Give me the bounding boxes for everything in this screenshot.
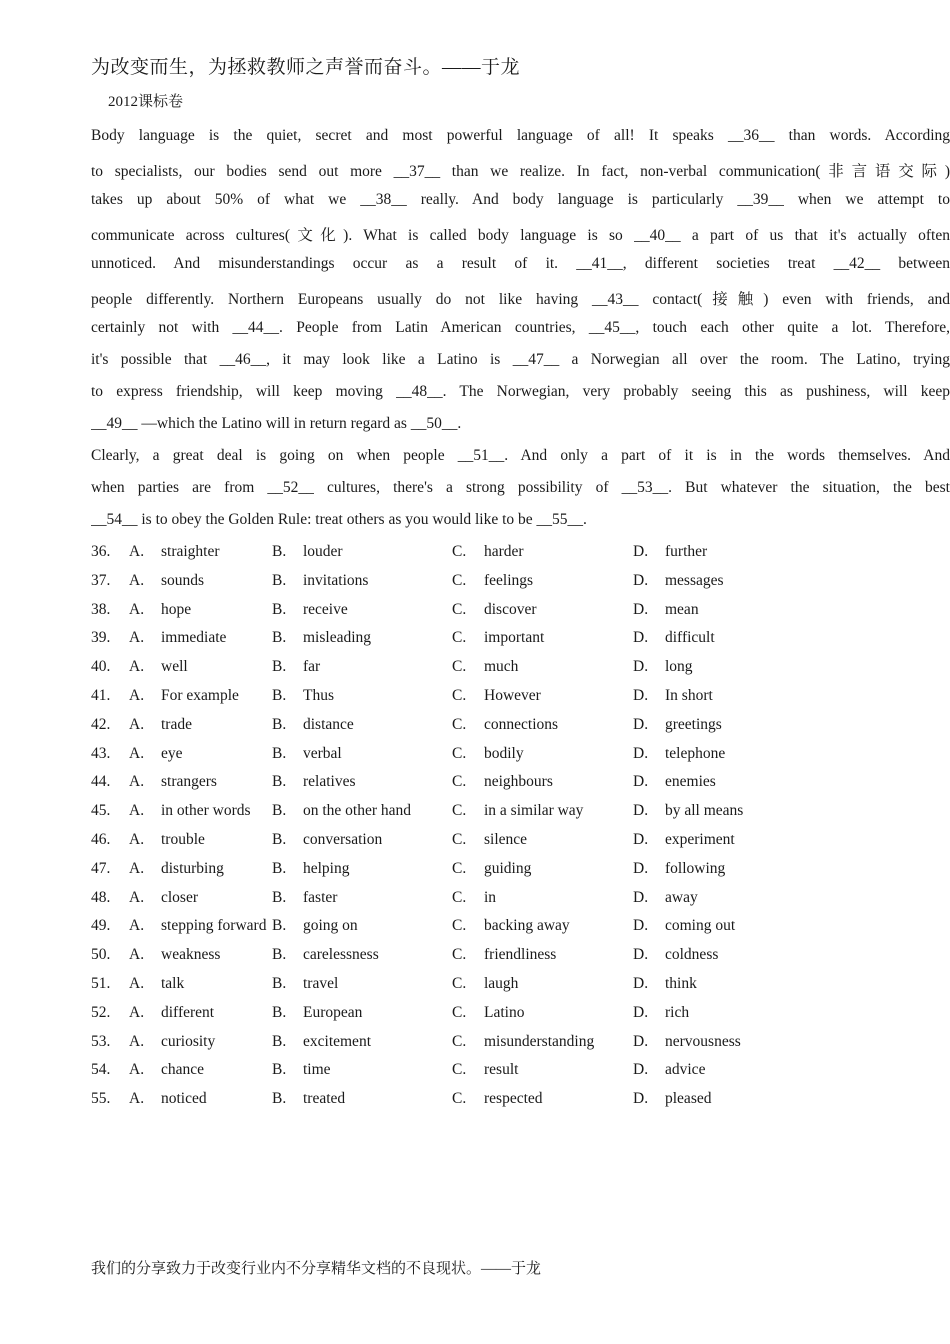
- option-d: experiment: [665, 831, 735, 848]
- option-letter-b: B.: [272, 543, 287, 560]
- option-c: result: [484, 1061, 519, 1079]
- option-d: following: [665, 859, 726, 877]
- option-letter-d: D.: [633, 571, 649, 589]
- option-letter-a: A.: [129, 773, 145, 791]
- option-a: immediate: [161, 629, 227, 647]
- option-row: [91, 802, 831, 830]
- question-number: 37.: [91, 571, 111, 589]
- option-letter-c: C.: [452, 1061, 467, 1079]
- option-letter-b: B.: [272, 1003, 287, 1021]
- option-a: trouble: [161, 831, 205, 848]
- option-d: enemies: [665, 773, 716, 791]
- option-d: greetings: [665, 715, 722, 733]
- option-letter-a: A.: [129, 1003, 145, 1021]
- option-letter-b: B.: [272, 1061, 287, 1079]
- option-row: [91, 572, 831, 600]
- option-a: in other words: [161, 802, 251, 820]
- question-number: 47.: [91, 859, 111, 877]
- page-footer: 我们的分享致力于改变行业内不分享精华文档的不良现状。——于龙: [91, 1261, 542, 1277]
- option-letter-d: D.: [633, 888, 649, 906]
- option-c: harder: [484, 543, 524, 560]
- option-letter-a: A.: [129, 975, 145, 992]
- option-d: coming out: [665, 917, 736, 935]
- option-letter-a: A.: [129, 1090, 145, 1108]
- question-number: 52.: [91, 1003, 111, 1021]
- option-a: weakness: [161, 946, 221, 964]
- option-letter-b: B.: [272, 859, 287, 877]
- option-row: [91, 773, 831, 801]
- option-letter-b: B.: [272, 600, 287, 618]
- option-b: time: [303, 1061, 331, 1079]
- option-letter-c: C.: [452, 571, 467, 589]
- option-letter-b: B.: [272, 946, 287, 964]
- option-letter-c: C.: [452, 687, 467, 704]
- option-a: chance: [161, 1061, 205, 1079]
- option-letter-c: C.: [452, 744, 467, 762]
- option-c: misunderstanding: [484, 1032, 595, 1050]
- option-letter-a: A.: [129, 744, 145, 762]
- option-row: [91, 860, 831, 888]
- question-number: 54.: [91, 1061, 111, 1079]
- option-b: excitement: [303, 1032, 371, 1050]
- option-a: For example: [161, 687, 239, 704]
- option-c: backing away: [484, 917, 570, 935]
- option-c: important: [484, 629, 545, 647]
- option-letter-b: B.: [272, 1032, 287, 1050]
- option-d: by all means: [665, 802, 744, 820]
- option-row: [91, 1033, 831, 1061]
- option-b: conversation: [303, 831, 383, 848]
- option-letter-a: A.: [129, 859, 145, 877]
- option-a: strangers: [161, 773, 217, 791]
- option-letter-d: D.: [633, 1061, 649, 1079]
- page-header: 为改变而生，为拯救教师之声誉而奋斗。——于龙: [91, 57, 521, 78]
- option-row: [91, 629, 831, 657]
- option-letter-c: C.: [452, 859, 467, 877]
- option-row: [91, 745, 831, 773]
- option-row: [91, 917, 831, 945]
- option-letter-c: C.: [452, 1032, 467, 1050]
- option-row: [91, 831, 831, 859]
- option-c: connections: [484, 715, 559, 733]
- option-letter-d: D.: [633, 1003, 649, 1021]
- option-d: telephone: [665, 744, 726, 762]
- passage-line: it's possible that __46__, it may look like a Latino is __47__ a Norwegian all over the room. The Latino, trying: [91, 351, 950, 368]
- option-a: closer: [161, 888, 199, 906]
- passage-line: when parties are from __52__ cultures, there's a strong possibility of __53__. But whatever the situation, the best: [91, 479, 950, 496]
- option-letter-c: C.: [452, 917, 467, 935]
- option-b: carelessness: [303, 946, 379, 964]
- option-a: disturbing: [161, 859, 224, 877]
- option-d: In short: [665, 687, 713, 704]
- option-d: rich: [665, 1003, 690, 1021]
- option-b: misleading: [303, 629, 372, 647]
- option-letter-a: A.: [129, 1061, 145, 1079]
- option-row: [91, 716, 831, 744]
- option-letter-b: B.: [272, 1090, 287, 1108]
- option-letter-d: D.: [633, 715, 649, 733]
- option-letter-a: A.: [129, 715, 145, 733]
- option-letter-b: B.: [272, 744, 287, 762]
- option-b: verbal: [303, 744, 342, 762]
- option-letter-c: C.: [452, 658, 467, 676]
- option-b: travel: [303, 975, 339, 992]
- option-letter-d: D.: [633, 543, 649, 560]
- option-b: distance: [303, 715, 354, 733]
- option-b: on the other hand: [303, 802, 412, 820]
- option-letter-c: C.: [452, 1090, 467, 1108]
- option-b: louder: [303, 543, 343, 560]
- option-letter-b: B.: [272, 802, 287, 820]
- option-letter-d: D.: [633, 802, 649, 820]
- option-a: stepping forward: [161, 917, 267, 935]
- option-b: going on: [303, 917, 358, 935]
- option-letter-d: D.: [633, 917, 649, 935]
- option-letter-d: D.: [633, 975, 649, 992]
- option-letter-c: C.: [452, 715, 467, 733]
- option-letter-b: B.: [272, 687, 287, 704]
- option-row: [91, 1004, 831, 1032]
- question-number: 49.: [91, 917, 111, 935]
- passage-line: Clearly, a great deal is going on when people __51__. And only a part of it is in the words themselves. And: [91, 447, 950, 464]
- question-number: 41.: [91, 687, 111, 704]
- option-letter-a: A.: [129, 658, 145, 676]
- option-c: However: [484, 687, 541, 704]
- option-letter-d: D.: [633, 859, 649, 877]
- option-row: [91, 687, 831, 715]
- option-a: hope: [161, 600, 192, 618]
- option-d: further: [665, 543, 708, 560]
- option-a: sounds: [161, 571, 205, 589]
- option-row: [91, 975, 831, 1003]
- option-c: silence: [484, 831, 528, 848]
- option-c: Latino: [484, 1003, 525, 1021]
- option-a: talk: [161, 975, 185, 992]
- option-row: [91, 601, 831, 629]
- option-letter-c: C.: [452, 600, 467, 618]
- option-letter-d: D.: [633, 687, 649, 704]
- option-letter-c: C.: [452, 831, 467, 848]
- option-d: away: [665, 888, 698, 906]
- passage-line: communicate across cultures(文化). What is called body language is so __40__ a part of us that it's actually often: [91, 227, 950, 244]
- option-letter-b: B.: [272, 975, 287, 992]
- question-number: 39.: [91, 629, 111, 647]
- option-c: respected: [484, 1090, 543, 1108]
- option-d: pleased: [665, 1090, 712, 1108]
- option-letter-c: C.: [452, 975, 467, 992]
- option-a: eye: [161, 744, 183, 762]
- option-a: straighter: [161, 543, 220, 560]
- question-number: 48.: [91, 888, 111, 906]
- option-letter-d: D.: [633, 629, 649, 647]
- option-letter-a: A.: [129, 888, 145, 906]
- option-letter-a: A.: [129, 571, 145, 589]
- option-letter-d: D.: [633, 773, 649, 791]
- option-a: trade: [161, 715, 192, 733]
- question-number: 43.: [91, 744, 111, 762]
- option-letter-b: B.: [272, 917, 287, 935]
- option-letter-d: D.: [633, 1090, 649, 1108]
- exam-title: 2012课标卷: [108, 94, 184, 110]
- option-d: nervousness: [665, 1032, 741, 1050]
- option-letter-a: A.: [129, 629, 145, 647]
- option-a: well: [161, 658, 188, 676]
- option-row: [91, 946, 831, 974]
- option-b: helping: [303, 859, 350, 877]
- option-letter-a: A.: [129, 1032, 145, 1050]
- option-row: [91, 658, 831, 686]
- option-c: discover: [484, 600, 537, 618]
- question-number: 38.: [91, 600, 111, 618]
- option-letter-d: D.: [633, 600, 649, 618]
- option-letter-a: A.: [129, 917, 145, 935]
- option-letter-b: B.: [272, 629, 287, 647]
- question-number: 40.: [91, 658, 111, 676]
- option-d: think: [665, 975, 697, 992]
- option-letter-a: A.: [129, 831, 145, 848]
- option-d: mean: [665, 600, 699, 618]
- option-b: invitations: [303, 571, 369, 589]
- option-letter-c: C.: [452, 946, 467, 964]
- option-row: [91, 889, 831, 917]
- option-row: [91, 1090, 831, 1118]
- option-b: Thus: [303, 687, 334, 704]
- option-a: different: [161, 1003, 215, 1021]
- option-letter-d: D.: [633, 1032, 649, 1050]
- option-letter-a: A.: [129, 600, 145, 618]
- option-d: messages: [665, 571, 724, 589]
- question-number: 44.: [91, 773, 111, 791]
- passage-line: takes up about 50% of what we __38__ really. And body language is particularly __39__ when we attempt to: [91, 191, 950, 208]
- option-b: European: [303, 1003, 363, 1021]
- passage-line: Body language is the quiet, secret and most powerful language of all! It speaks __36__ than words. According: [91, 127, 950, 144]
- passage-line: certainly not with __44__. People from Latin American countries, __45__, touch each other quite a lot. Therefore,: [91, 319, 950, 336]
- option-letter-d: D.: [633, 946, 649, 964]
- passage-line: __49__ —which the Latino will in return regard as __50__.: [91, 415, 462, 432]
- passage-line: unnoticed. And misunderstandings occur as a result of it. __41__, different societies treat __42__ between: [91, 255, 950, 272]
- option-c: guiding: [484, 859, 532, 877]
- option-c: much: [484, 658, 519, 676]
- question-number: 55.: [91, 1090, 111, 1108]
- option-letter-d: D.: [633, 658, 649, 676]
- question-number: 46.: [91, 831, 111, 848]
- option-d: coldness: [665, 946, 719, 964]
- option-row: [91, 543, 831, 571]
- option-b: relatives: [303, 773, 356, 791]
- option-c: bodily: [484, 744, 524, 762]
- option-d: difficult: [665, 629, 715, 647]
- question-number: 45.: [91, 802, 111, 820]
- question-number: 53.: [91, 1032, 111, 1050]
- option-letter-b: B.: [272, 831, 287, 848]
- passage-line: people differently. Northern Europeans usually do not like having __43__ contact(接触) even with friends, and: [91, 291, 950, 308]
- option-letter-d: D.: [633, 831, 649, 848]
- option-row: [91, 1061, 831, 1089]
- option-c: friendliness: [484, 946, 557, 964]
- option-letter-b: B.: [272, 571, 287, 589]
- option-letter-b: B.: [272, 658, 287, 676]
- option-letter-b: B.: [272, 773, 287, 791]
- passage-line: __54__ is to obey the Golden Rule: treat others as you would like to be __55__.: [91, 511, 587, 528]
- option-c: in: [484, 888, 497, 906]
- option-letter-a: A.: [129, 802, 145, 820]
- option-letter-b: B.: [272, 715, 287, 733]
- option-letter-c: C.: [452, 1003, 467, 1021]
- option-d: advice: [665, 1061, 706, 1079]
- option-letter-c: C.: [452, 802, 467, 820]
- option-letter-c: C.: [452, 888, 467, 906]
- option-b: faster: [303, 888, 338, 906]
- option-letter-c: C.: [452, 543, 467, 560]
- option-c: in a similar way: [484, 802, 584, 820]
- option-letter-a: A.: [129, 687, 145, 704]
- option-b: receive: [303, 600, 348, 618]
- option-a: curiosity: [161, 1032, 216, 1050]
- option-c: laugh: [484, 975, 519, 992]
- option-letter-c: C.: [452, 773, 467, 791]
- question-number: 51.: [91, 975, 111, 992]
- option-letter-c: C.: [452, 629, 467, 647]
- option-letter-d: D.: [633, 744, 649, 762]
- option-b: far: [303, 658, 321, 676]
- question-number: 50.: [91, 946, 111, 964]
- passage-line: to specialists, our bodies send out more __37__ than we realize. In fact, non-verbal communication(非言语交际): [91, 163, 950, 180]
- option-c: neighbours: [484, 773, 553, 791]
- option-letter-a: A.: [129, 946, 145, 964]
- passage-line: to express friendship, will keep moving __48__. The Norwegian, very probably seeing this as pushiness, will keep: [91, 383, 950, 400]
- option-b: treated: [303, 1090, 346, 1108]
- option-letter-a: A.: [129, 543, 145, 560]
- option-letter-b: B.: [272, 888, 287, 906]
- option-d: long: [665, 658, 693, 676]
- option-c: feelings: [484, 571, 534, 589]
- option-a: noticed: [161, 1090, 207, 1108]
- question-number: 42.: [91, 715, 111, 733]
- question-number: 36.: [91, 543, 111, 560]
